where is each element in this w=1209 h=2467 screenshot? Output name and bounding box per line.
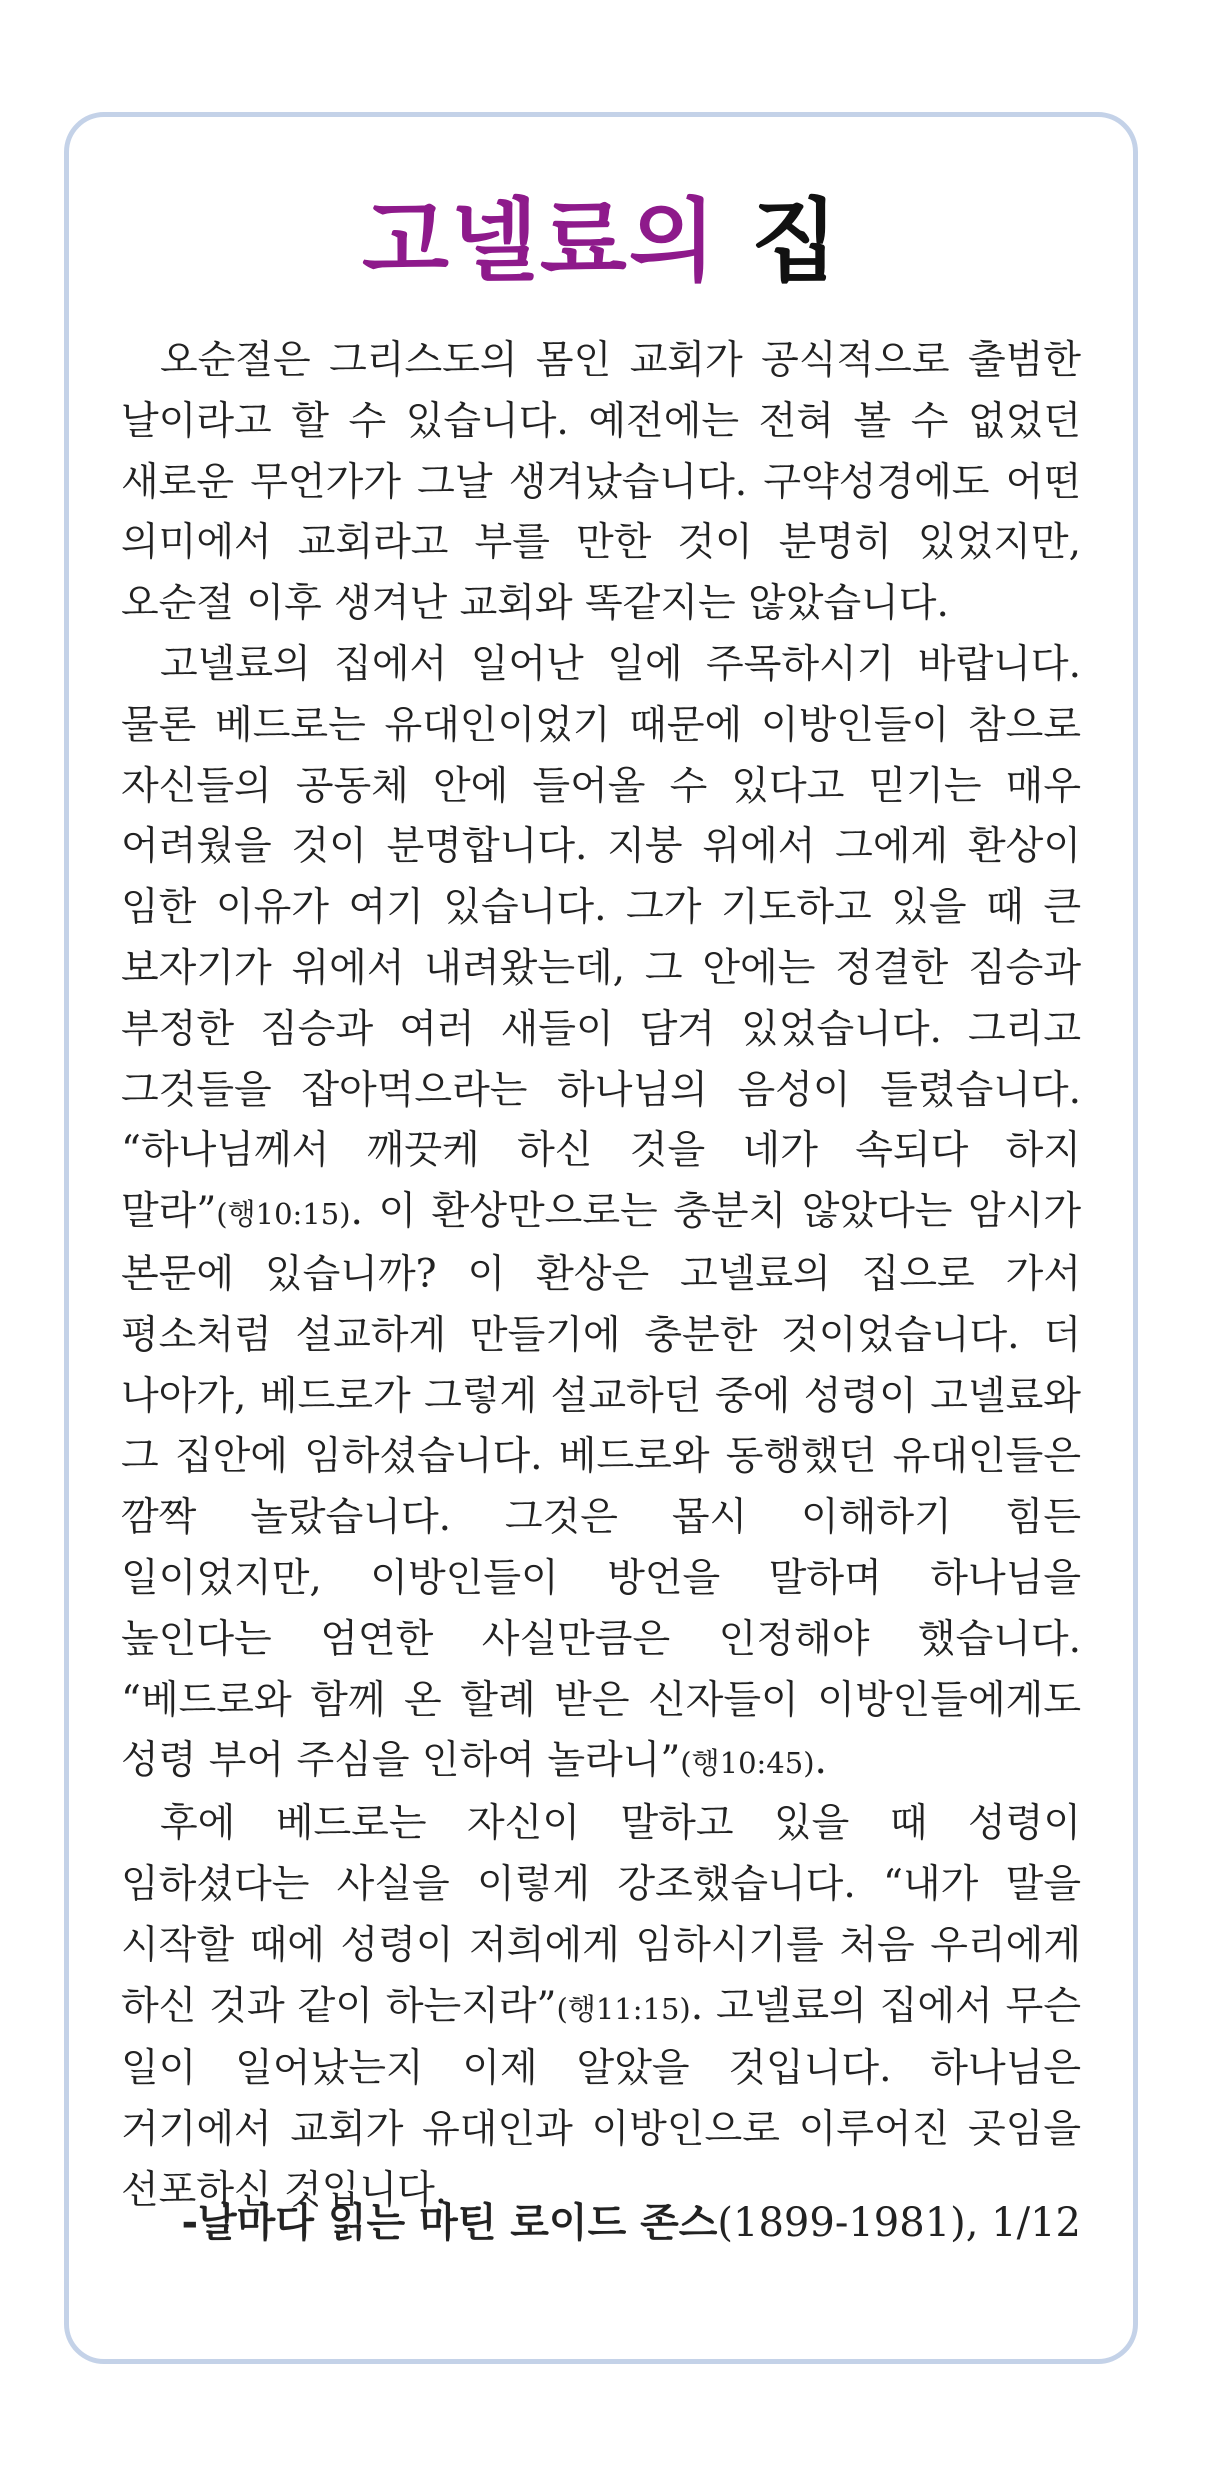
paragraph-1-text: 오순절은 그리스도의 몸인 교회가 공식적으로 출범한 날이라고 할 수 있습니다. 예전에는 전혀 볼 수 없었던 새로운 무언가가 그날 생겨났습니다. 구약성경에도 어떤 의미에서 교회라고 부를 만한 것이 분명히 있었지만, 오순절 이후 생겨난 교회와 똑같지는 않았습니다.	[121, 338, 1081, 627]
paragraph-2-text-b: . 이 환상만으로는 충분치 않았다는 암시가 본문에 있습니까? 이 환상은 고넬료의 집으로 가서 평소처럼 설교하게 만들기에 충분한 것이었습니다. 더 나아가, 베드로가 그렇게 설교하던 중에 성령이 고넬료와 그 집안에 임하셨습니다. 베드로와 동행했던 유대인들은 깜짝 놀랐습니다. 그것은 몹시 이해하기 힘든 일이었지만, 이방인들이 방언을 말하며 하나님을 높인다는 엄연한 사실만큼은 인정해야 했습니다. “베드로와 함께 온 할례 받은 신자들이 이방인들에게도 성령 부어 주심을 인하여 놀라니”	[121, 1189, 1081, 1784]
scripture-ref: (행11:15)	[556, 1991, 691, 2026]
paragraph-2	[121, 635, 1081, 1794]
paragraph-1	[121, 331, 1081, 635]
title-part-2: 집	[751, 189, 841, 294]
paragraph-2-text-a: 고넬료의 집에서 일어난 일에 주목하시기 바랍니다. 물론 베드로는 유대인이었기 때문에 이방인들이 참으로 자신들의 공동체 안에 들어올 수 있다고 믿기는 매우 어려웠을 것이 분명합니다. 지붕 위에서 그에게 환상이 임한 이유가 여기 있습니다. 그가 기도하고 있을 때 큰 보자기가 위에서 내려왔는데, 그 안에는 정결한 짐승과 부정한 짐승과 여러 새들이 담겨 있었습니다. 그리고 그것들을 잡아먹으라는 하나님의 음성이 들렸습니다. “하나님께서 깨끗케 하신 것을 네가 속되다 하지 말라”	[121, 641, 1081, 1235]
scripture-ref: (행10:15)	[216, 1197, 351, 1232]
attribution-source: -날마다 읽는 마틴 로이드 존스	[181, 2200, 718, 2246]
attribution-dates: (1899-1981), 1/12	[717, 2200, 1081, 2246]
article-card	[64, 112, 1138, 2364]
title-part-1: 고넬료의	[361, 189, 718, 294]
paragraph-2-text-c: .	[814, 1738, 827, 1784]
paragraph-3	[121, 1794, 1081, 2222]
paragraph-3-text-b: . 고넬료의 집에서 무슨 일이 일어났는지 이제 알았을 것입니다. 하나님은 거기에서 교회가 유대인과 이방인으로 이루어진 곳임을 선포하신 것입니다.	[121, 1983, 1081, 2213]
attribution	[181, 2193, 1081, 2253]
article-title	[69, 187, 1133, 297]
scripture-ref: (행10:45)	[680, 1746, 815, 1781]
article-body	[121, 331, 1081, 2222]
paragraph-3-text-a: 후에 베드로는 자신이 말하고 있을 때 성령이 임하셨다는 사실을 이렇게 강조했습니다. “내가 말을 시작할 때에 성령이 저희에게 임하시기를 처음 우리에게 하신 것과 같이 하는지라”	[121, 1801, 1081, 2029]
